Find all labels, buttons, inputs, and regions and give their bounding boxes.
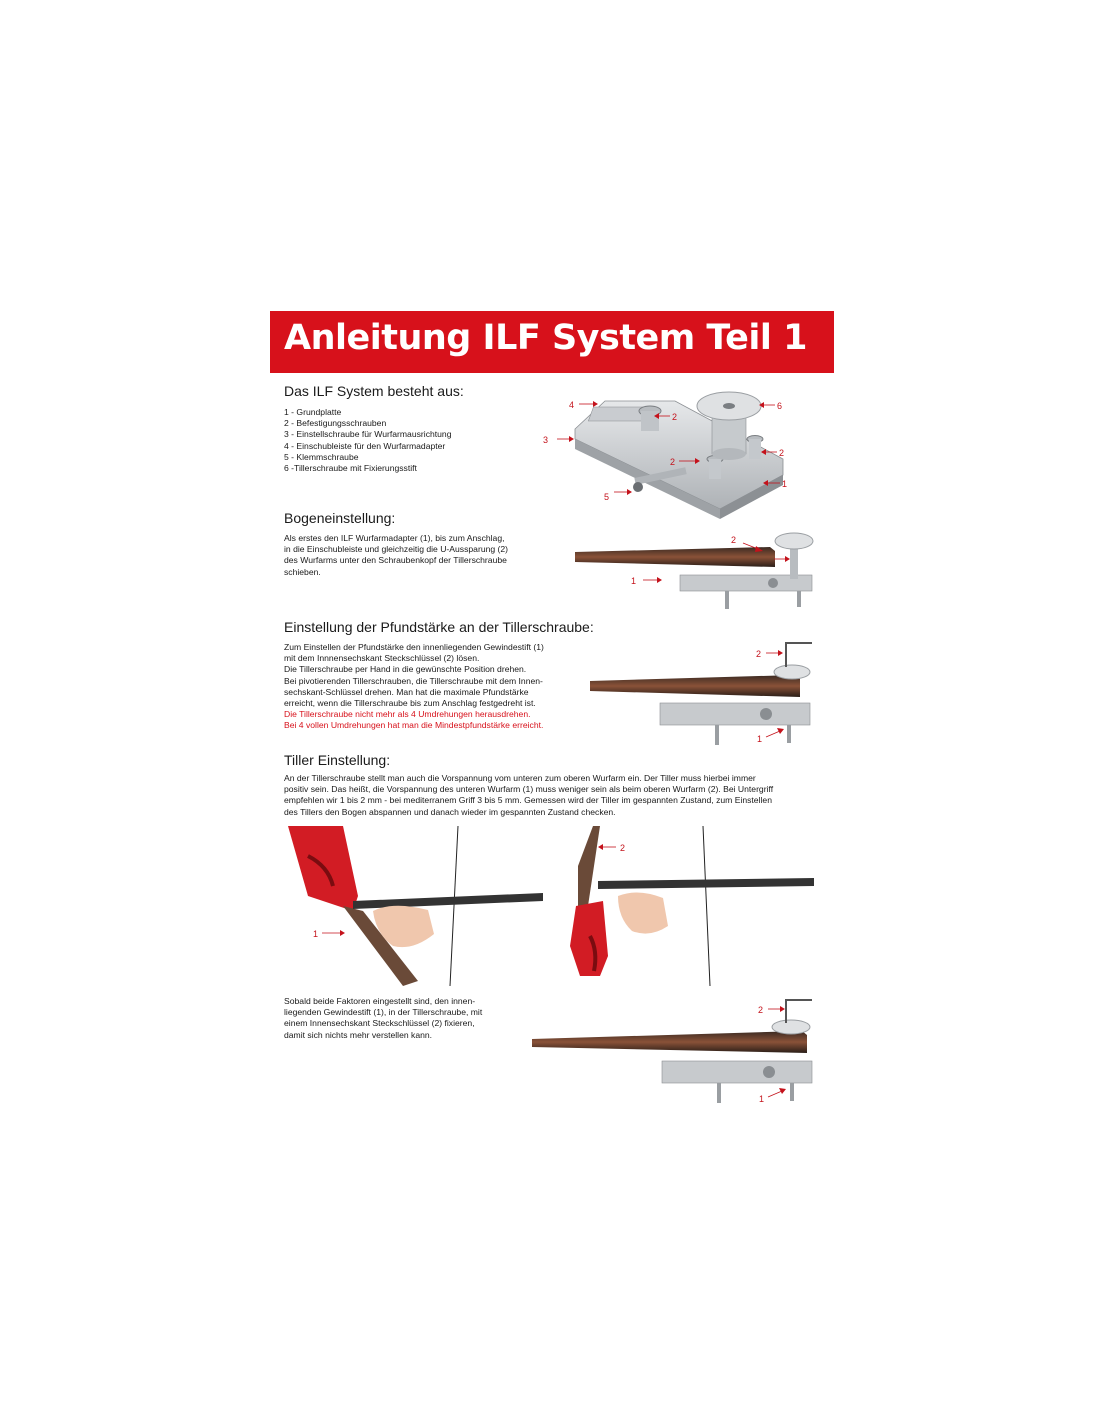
tiller-text: An der Tillerschraube stellt man auch die Vorspannung vom unteren zum oberen Wurfarm ein. Der Tiller muss hierbei immer positiv sein. Das heißt, die Vorspannung des unteren Wurfarm (1) muss weniger sein als beim oberen Wurfarm (2). Bei Untergriff empfehlen wir 1 bis 2 mm - bei mediterranem Griff 3 bis 5 mm. Gemessen wird der Tiller im gespannten Zustand, zum Einstellen des Tillers den Bogen abspannen und danach wieder im gespannten Zustand checken. (284, 773, 774, 817)
callout-2: 2 (756, 649, 762, 659)
section-heading-tiller: Tiller Einstellung: (284, 752, 391, 768)
callout-6: 6 (777, 401, 783, 411)
tiller-screw-adjust-photo (590, 641, 815, 751)
callout-2: 2 (779, 448, 785, 458)
list-item: 6 -Tillerschraube mit Fixierungsstift (284, 463, 417, 474)
draw-weight-text: Zum Einstellen der Pfundstärke den innenliegenden Gewindestift (1) mit dem Innnensechskant Steckschlüssel (2) lösen. Die Tillerschraube per Hand in die gewünschte Position drehen. Bei pivotierenden Tillerschrauben, die Tillerschraube mit dem Innen- sechskant-Schlüssel drehen. Man hat die maximale Pfundstärke erreicht, wenn die Tillerschraube bis zum Anschlag festgedreht ist. Die Tillerschraube nicht mehr als 4 Umdrehungen herausdrehen. Bei 4 vollen Umdrehungen hat man die Mindestpfundstärke erreicht. (284, 642, 544, 731)
list-item: 4 - Einschubleiste für den Wurfarmadapter (284, 440, 446, 451)
title-banner (270, 311, 834, 373)
callout-2: 2 (672, 412, 678, 422)
bow-setup-text: Als erstes den ILF Wurfarmadapter (1), bis zum Anschlag, in die Einschubleiste und gleichzeitig die U-Aussparung (2) des Wurfarms unter den Schraubenkopf der Tillerschraube schieben. (284, 533, 509, 577)
callout-5: 5 (604, 492, 610, 502)
warning-text: Bei 4 vollen Umdrehungen hat man die Mindestpfundstärke erreicht. (284, 720, 544, 731)
components-list (284, 407, 452, 474)
callout-1: 1 (313, 929, 319, 939)
list-item: 1 - Grundplatte (284, 407, 342, 417)
callout-1: 1 (757, 734, 763, 744)
callout-2: 2 (620, 843, 626, 853)
list-item: 5 - Klemmschraube (284, 451, 359, 462)
callout-2: 2 (758, 1005, 764, 1015)
section-heading-draw-weight: Einstellung der Pfundstärke an der Tillerschraube: (284, 619, 594, 635)
section-heading-components: Das ILF System besteht aus: (284, 383, 464, 399)
callout-1: 1 (782, 479, 788, 489)
warning-text: Die Tillerschraube nicht mehr als 4 Umdrehungen herausdrehen. (284, 709, 531, 720)
tiller-lower-limb-photo (288, 826, 548, 986)
limb-insertion-photo (575, 529, 820, 609)
callout-3: 3 (543, 435, 549, 445)
section-heading-bow-setup: Bogeneinstellung: (284, 510, 396, 526)
ilf-system-photo (543, 389, 805, 519)
tiller-upper-limb-photo (568, 826, 818, 986)
callout-2: 2 (670, 457, 676, 467)
callout-2: 2 (731, 535, 737, 545)
fixing-text: Sobald beide Faktoren eingestellt sind, den innen- liegenden Gewindestift (1), in der Tillerschraube, mit einem Innensechskant Steckschlüssel (2) fixieren, damit sich nichts mehr verstellen kann. (284, 996, 483, 1040)
list-item: 2 - Befestigungsschrauben (284, 418, 387, 429)
page-title: Anleitung ILF System Teil 1 (284, 318, 807, 358)
instruction-sheet (270, 311, 834, 1111)
fixing-screw-photo (532, 999, 817, 1109)
list-item: 3 - Einstellschraube für Wurfarmausrichtung (284, 429, 452, 440)
callout-1: 1 (631, 576, 637, 586)
callout-4: 4 (569, 400, 575, 410)
callout-1: 1 (759, 1094, 765, 1104)
